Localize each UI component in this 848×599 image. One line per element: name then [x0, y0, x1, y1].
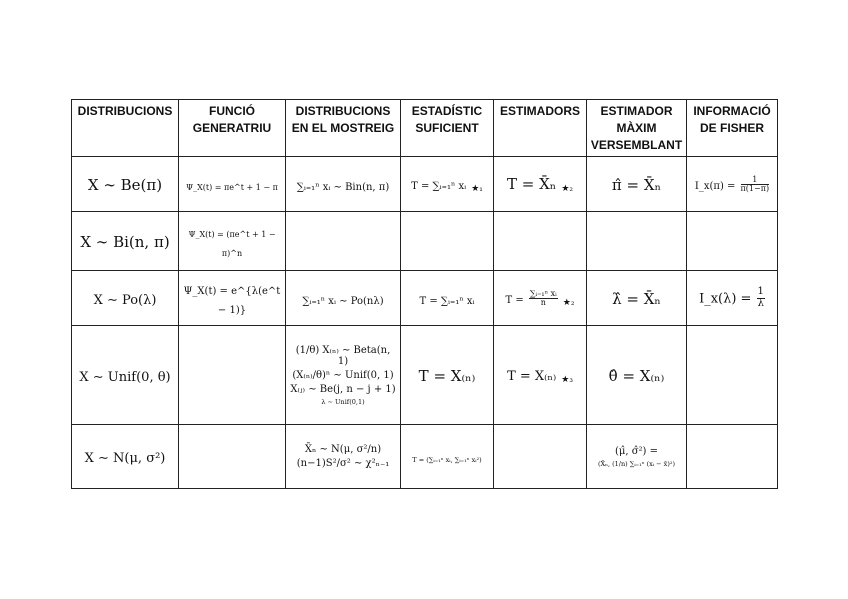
generating-function-formula: Ψ_X(t) = e^{λ(e^t − 1)}: [183, 286, 281, 316]
distributions-table: [71, 99, 778, 489]
star-note-marker: ★₁: [471, 184, 483, 194]
sampling-formula: ∑ᵢ₌₁ⁿ xᵢ ∼ Po(nλ): [302, 295, 384, 307]
header-distribucions-mostreig: DISTRIBUCIONS EN EL MOSTREIG: [286, 100, 401, 157]
fisher-cell: [687, 157, 778, 212]
sufficient-cell: [401, 326, 494, 425]
estimator-lhs: T =: [505, 295, 524, 306]
generating-function-cell: [179, 425, 286, 489]
distribution-cell: [72, 157, 179, 212]
fisher-fraction: [757, 287, 765, 309]
fisher-numerator: 1: [741, 176, 770, 185]
table-row: [72, 212, 778, 271]
mle-formula: π̂ = X̄ₙ: [611, 175, 662, 194]
distribution-formula: X ∼ N(μ, σ²): [84, 451, 166, 466]
generating-function-formula: Ψ_X(t) = (πe^t + 1 − π)^n: [188, 230, 276, 258]
estimator-cell: [494, 212, 587, 271]
fisher-numerator: 1: [757, 286, 764, 297]
estimator-denominator: n: [540, 298, 546, 307]
header-informacio-fisher: INFORMACIÓ DE FISHER: [687, 100, 778, 157]
sampling-cell: [286, 271, 401, 326]
sampling-cell: [286, 326, 401, 425]
fisher-denominator: λ: [757, 297, 764, 309]
mle-cell: [587, 425, 687, 489]
sampling-formula: X̄ₙ ∼ N(μ, σ²/n): [304, 444, 382, 455]
sampling-formula: (1/θ) X₍ₙ₎ ∼ Beta(n, 1): [295, 344, 391, 367]
distribution-cell: [72, 212, 179, 271]
header-estimador-maxim-versemblant: ESTIMADOR MÀXIM VERSEMBLANT: [587, 100, 687, 157]
distribution-formula: X ∼ Be(π): [87, 175, 163, 194]
sampling-cell: [286, 425, 401, 489]
sufficient-formula: T = (∑ᵢ₌₁ⁿ xᵢ, ∑ᵢ₌₁ⁿ xᵢ²): [412, 456, 482, 464]
sampling-formula: (n−1)S²/σ² ∼ χ²ₙ₋₁: [296, 458, 390, 469]
mle-cell: [587, 212, 687, 271]
generating-function-cell: [179, 326, 286, 425]
sufficient-cell: [401, 212, 494, 271]
sufficient-formula: T = ∑ᵢ₌₁ⁿ xᵢ: [411, 181, 467, 192]
sufficient-cell: [401, 157, 494, 212]
sufficient-cell: [401, 271, 494, 326]
sampling-cell: [286, 157, 401, 212]
table-row: [72, 425, 778, 489]
distribution-formula: X ∼ Bi(n, π): [80, 232, 170, 251]
sufficient-cell: [401, 425, 494, 489]
header-estimadors: ESTIMADORS: [494, 100, 587, 157]
header-row: [72, 100, 778, 157]
mle-formula: (X̄ₙ, (1/n) ∑ᵢ₌₁ⁿ (xᵢ − x̄)²): [597, 459, 676, 468]
table-row: [72, 157, 778, 212]
estimator-cell: [494, 425, 587, 489]
sampling-formula: ∑ᵢ₌₁ⁿ xᵢ ∼ Bin(n, π): [296, 181, 390, 193]
estimator-cell: [494, 271, 587, 326]
fisher-lhs: I_x(π) =: [694, 181, 736, 193]
star-note-marker: ★₂: [562, 298, 575, 308]
fisher-denominator: π(1−π): [740, 184, 770, 194]
distribution-cell: [72, 271, 179, 326]
generating-function-cell: [179, 212, 286, 271]
fisher-fraction: [741, 176, 770, 194]
distribution-formula: X ∼ Unif(0, θ): [79, 369, 171, 385]
mle-formula: θ̂ = X₍ₙ₎: [608, 366, 665, 385]
sampling-cell: [286, 212, 401, 271]
distribution-cell: [72, 326, 179, 425]
distribution-cell: [72, 425, 179, 489]
fisher-cell: [687, 326, 778, 425]
mle-formula: λ̂ = X̄ₙ: [612, 289, 661, 308]
generating-function-cell: [179, 157, 286, 212]
mle-cell: [587, 157, 687, 212]
fisher-cell: [687, 271, 778, 326]
fisher-cell: [687, 212, 778, 271]
estimator-cell: [494, 326, 587, 425]
header-estadistic-suficient: ESTADÍSTIC SUFICIENT: [401, 100, 494, 157]
star-note-marker: ★₃: [561, 375, 573, 385]
header-distribucions: DISTRIBUCIONS: [72, 100, 179, 157]
table-row: [72, 271, 778, 326]
header-funcio-generatriu: FUNCIÓ GENERATRIU: [179, 100, 286, 157]
mle-formula: (μ̂, σ̂²) =: [614, 445, 659, 457]
estimator-formula: T = X̄ₙ: [506, 175, 557, 193]
generating-function-formula: Ψ_X(t) = πe^t + 1 − π: [186, 182, 278, 192]
table-row: [72, 326, 778, 425]
star-note-marker: ★₂: [561, 184, 574, 194]
sufficient-formula: T = ∑ᵢ₌₁ⁿ xᵢ: [419, 295, 475, 307]
sampling-formula: X₍ⱼ₎ ∼ Be(j, n − j + 1): [290, 383, 396, 395]
mle-cell: [587, 271, 687, 326]
estimator-cell: [494, 157, 587, 212]
mle-cell: [587, 326, 687, 425]
fisher-lhs: I_x(λ) =: [699, 291, 752, 307]
distribution-formula: X ∼ Po(λ): [93, 292, 157, 308]
estimator-fraction: [529, 290, 558, 308]
sufficient-formula: T = X₍ₙ₎: [418, 366, 476, 385]
generating-function-cell: [179, 271, 286, 326]
sampling-note: λ ∼ Unif(0,1): [321, 397, 365, 406]
sampling-formula: (X₍ₙ₎/θ)ⁿ ∼ Unif(0, 1): [292, 369, 394, 381]
estimator-formula: T = X₍ₙ₎: [507, 369, 557, 384]
estimator-numerator: ∑ᵢ₌₁ⁿ xᵢ: [529, 288, 557, 298]
fisher-cell: [687, 425, 778, 489]
